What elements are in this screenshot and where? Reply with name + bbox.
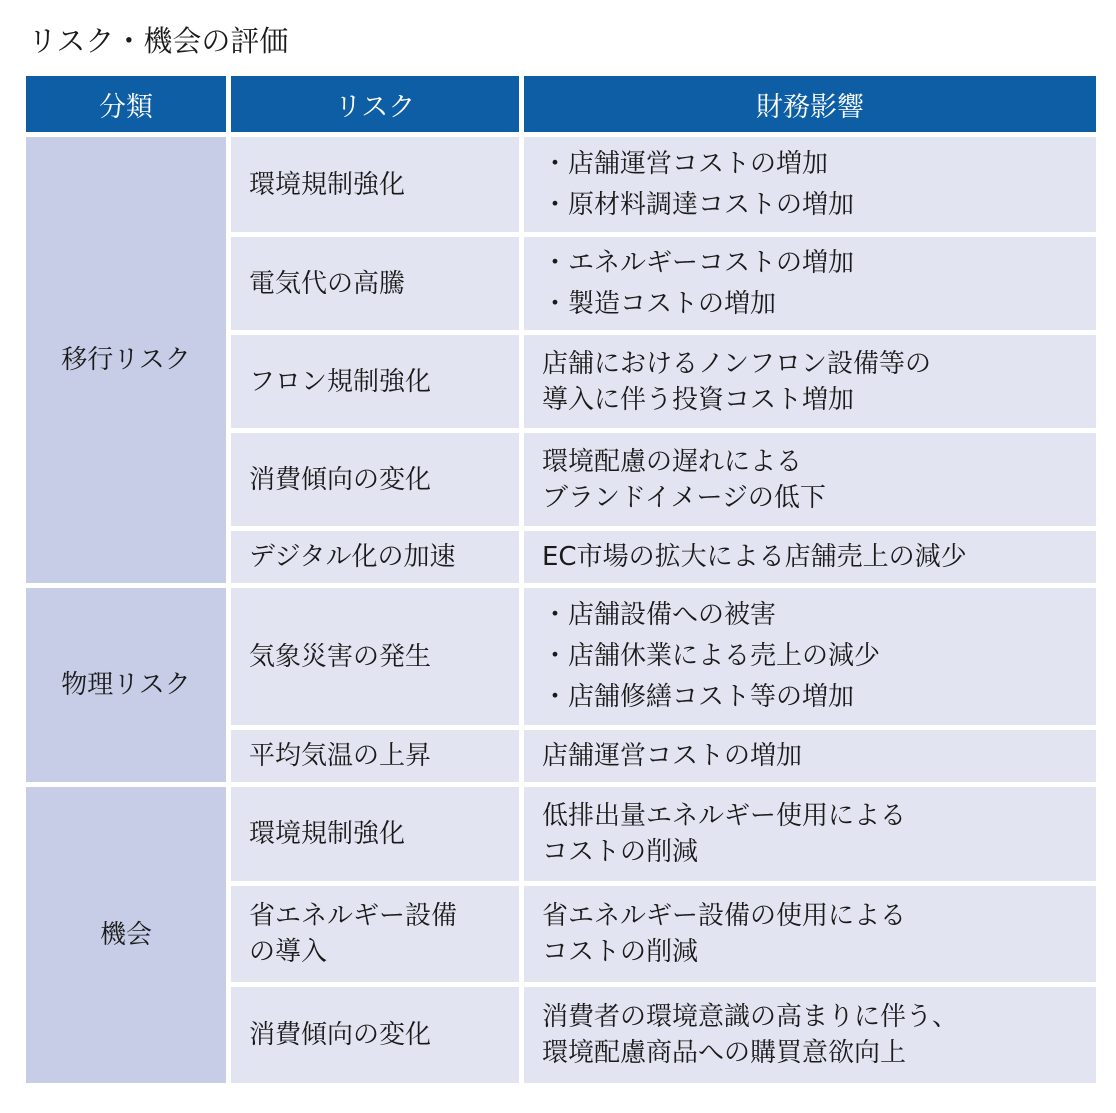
impact-line: 環境配慮商品への購買意欲向上 xyxy=(542,1038,907,1068)
impact-line: ・店舗運営コストの増加 xyxy=(542,148,829,179)
table-row xyxy=(26,787,1096,881)
risk-line: 気象災害の発生 xyxy=(249,641,432,672)
financial-impact-cell xyxy=(524,237,1096,330)
financial-impact-cell xyxy=(524,137,1096,232)
impact-line: コストの削減 xyxy=(542,937,699,967)
impact-line: ・原材料調達コストの増加 xyxy=(542,189,855,220)
risk-line: 環境規制強化 xyxy=(249,819,406,849)
financial-impact-cell xyxy=(524,433,1096,526)
financial-impact-cell xyxy=(524,886,1096,982)
category-cell: 物理リスク xyxy=(26,588,226,782)
risk-line: 省エネルギー設備 xyxy=(249,901,458,931)
risk-cell xyxy=(231,730,519,782)
risk-cell xyxy=(231,137,519,232)
impact-line: 導入に伴う投資コスト増加 xyxy=(542,384,855,415)
page-title: リスク・機会の評価 xyxy=(28,24,289,58)
risk-line: 消費傾向の変化 xyxy=(249,1020,432,1050)
impact-line: ・製造コストの増加 xyxy=(542,288,777,319)
header-category: 分類 xyxy=(26,76,226,132)
impact-line: ブランドイメージの低下 xyxy=(542,482,826,513)
table-body xyxy=(26,137,1096,1083)
header-risk: リスク xyxy=(231,76,519,132)
impact-line: 消費者の環境意識の高まりに伴う、 xyxy=(542,1002,959,1032)
financial-impact-cell xyxy=(524,588,1096,725)
impact-line: ・店舗設備への被害 xyxy=(542,600,777,630)
impact-line: EC市場の拡大による店舗売上の減少 xyxy=(542,542,967,572)
risk-cell xyxy=(231,335,519,428)
risk-cell xyxy=(231,886,519,982)
risk-line: デジタル化の加速 xyxy=(249,542,456,572)
risk-cell xyxy=(231,787,519,881)
table-header-row xyxy=(26,76,1096,132)
risk-line: フロン規制強化 xyxy=(249,366,432,397)
financial-impact-cell xyxy=(524,987,1096,1083)
financial-impact-cell xyxy=(524,730,1096,782)
impact-line: ・エネルギーコストの増加 xyxy=(542,247,855,278)
impact-line: 店舗運営コストの増加 xyxy=(542,741,803,771)
table-row xyxy=(26,137,1096,232)
risk-opportunity-table xyxy=(21,71,1101,1088)
impact-line: 低排出量エネルギー使用による xyxy=(542,801,907,831)
risk-line: 環境規制強化 xyxy=(249,169,406,200)
risk-line: 消費傾向の変化 xyxy=(249,464,432,495)
impact-line: 店舗におけるノンフロン設備等の xyxy=(542,348,931,379)
risk-cell xyxy=(231,588,519,725)
impact-line: コストの削減 xyxy=(542,837,699,867)
risk-line: の導入 xyxy=(249,937,328,967)
financial-impact-cell xyxy=(524,335,1096,428)
risk-line: 電気代の高騰 xyxy=(249,268,406,299)
impact-line: 省エネルギー設備の使用による xyxy=(542,901,907,931)
category-cell: 機会 xyxy=(26,787,226,1083)
table-row xyxy=(26,588,1096,725)
financial-impact-cell xyxy=(524,787,1096,881)
impact-line: ・店舗修繕コスト等の増加 xyxy=(542,682,855,712)
risk-cell xyxy=(231,433,519,526)
risk-cell xyxy=(231,237,519,330)
header-financial-impact: 財務影響 xyxy=(524,76,1096,132)
financial-impact-cell xyxy=(524,531,1096,583)
impact-line: 環境配慮の遅れによる xyxy=(542,446,803,477)
risk-cell xyxy=(231,987,519,1083)
impact-line: ・店舗休業による売上の減少 xyxy=(542,641,881,671)
risk-cell xyxy=(231,531,519,583)
risk-line: 平均気温の上昇 xyxy=(249,741,432,771)
category-cell: 移行リスク xyxy=(26,137,226,583)
